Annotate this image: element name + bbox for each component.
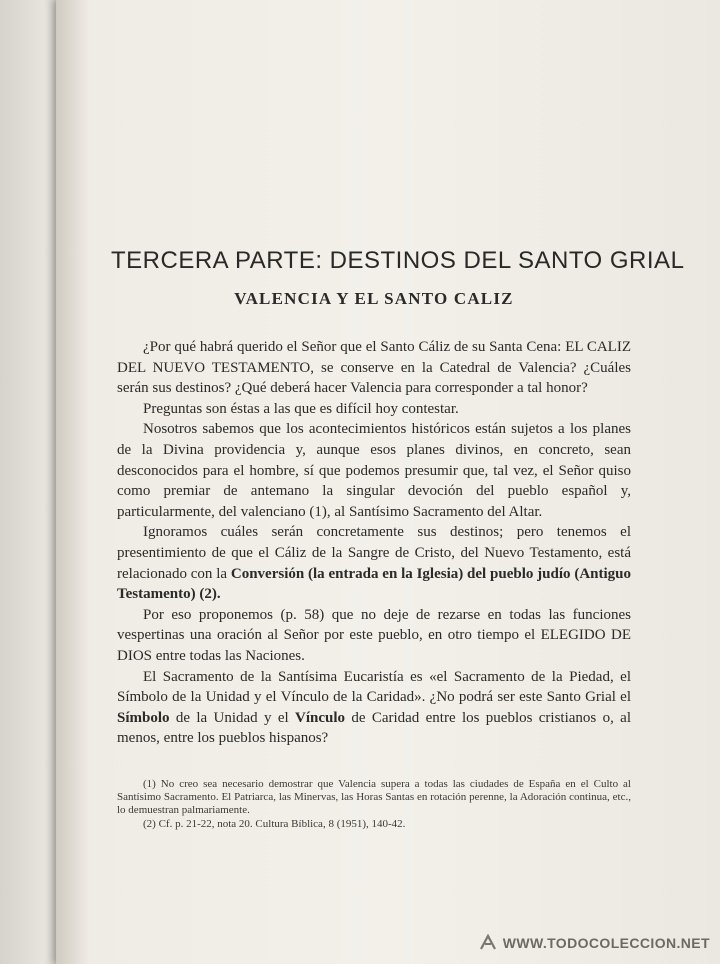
paragraph	[117, 667, 631, 749]
paragraph	[117, 605, 631, 667]
text-segment: Ignoramos cuáles serán concretamente sus destinos; pero tenemos el presentimiento de que el Cáliz de la Sangre de Cristo, del Nuevo Testamento, está relacionado con la	[117, 524, 631, 582]
facing-page-edge	[0, 0, 62, 964]
book-page	[56, 0, 720, 964]
paragraph	[117, 399, 631, 420]
todocoleccion-logo-icon	[478, 933, 498, 953]
watermark	[478, 933, 710, 953]
watermark-text: WWW.TODOCOLECCION.NET	[502, 935, 710, 951]
text-segment: ¿Por qué habrá querido el Señor que el Santo Cáliz de su Santa Cena: EL CALIZ DEL NUEVO TESTAMENTO, se conserve en la Catedral de Valencia? ¿Cuáles serán sus destinos? ¿Qué deberá hacer Valencia para corresponder a tal honor?	[117, 339, 631, 397]
text-segment: de Caridad entre los pueblos cristianos o, al menos, entre los pueblos hispanos?	[117, 709, 632, 747]
text-segment: El Sacramento de la Santísima Eucaristía es «el Sacramento de la Piedad, el Símbolo de la Unidad y el Vínculo de la Caridad». ¿No podrá ser este Santo Grial el	[117, 668, 631, 706]
bold-text-segment: Vínculo	[294, 709, 345, 726]
bold-text-segment: Conversión (la entrada en la Iglesia) del pueblo judío (Antiguo Testamento) (2).	[117, 565, 631, 603]
part-title: TERCERA PARTE: DESTINOS DEL SANTO GRIAL	[111, 247, 685, 274]
footnotes	[117, 778, 631, 831]
page-content	[111, 0, 685, 964]
footnote: (2) Cf. p. 21-22, nota 20. Cultura Bíblica, 8 (1951), 140-42.	[143, 817, 406, 830]
paragraph	[117, 337, 631, 399]
paragraph	[117, 522, 631, 604]
text-segment: de la Unidad y el	[169, 709, 295, 726]
section-title: VALENCIA Y EL SANTO CALIZ	[234, 289, 514, 308]
text-segment: Nosotros sabemos que los acontecimientos históricos están sujetos a los planes de la Divina providencia y, aunque esos planes divinos, en concreto, sean desconocidos para el hombre, sí que podemos presumir que, tal vez, el Señor quiso como premiar de antemano la singular devoción del pueblo español y, particularmente, del valenciano (1), al Santísimo Sacramento del Altar.	[117, 421, 631, 520]
text-segment: Preguntas son éstas a las que es difícil hoy contestar.	[143, 400, 459, 417]
body-text	[117, 337, 631, 749]
text-segment: Por eso proponemos (p. 58) que no deje de rezarse en todas las funciones vespertinas una oración al Señor por este pueblo, en otro tiempo el ELEGIDO DE DIOS entre todas las Naciones.	[117, 606, 631, 664]
bold-text-segment: Símbolo	[117, 709, 170, 726]
paragraph	[117, 419, 631, 522]
footnote: (1) No creo sea necesario demostrar que Valencia supera a todas las ciudades de España en el Culto al Santísimo Sacramento. El Patriarca, las Minervas, las Horas Santas en rotación perenne, la Adoración continua, etc., lo demuestran palmariamente.	[117, 778, 631, 817]
